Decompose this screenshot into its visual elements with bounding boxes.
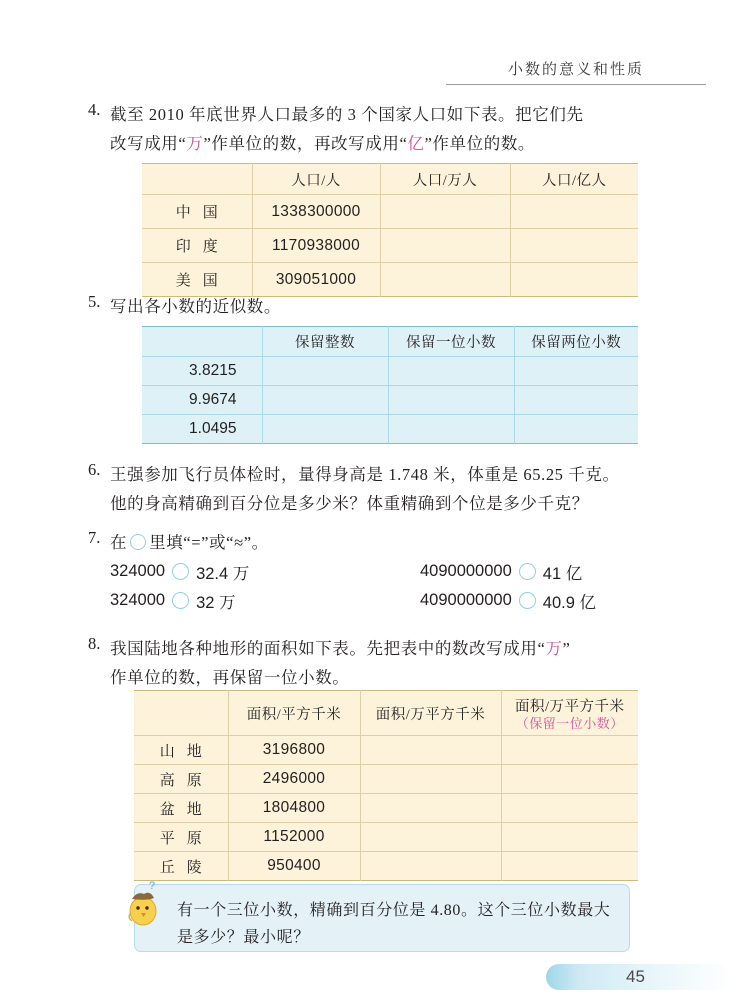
- problem-8-line1-pre: 我国陆地各种地形的面积如下表。先把表中的数改写成用“: [110, 639, 546, 658]
- problem-7: [0, 528, 740, 557]
- terrain-header-wan-sqkm-rounded: [501, 691, 638, 736]
- terrain-row-2-col4-blank[interactable]: [501, 765, 638, 794]
- population-header-wan: 人口/万人: [380, 164, 510, 195]
- table-row: [142, 229, 638, 263]
- population-table: [142, 163, 638, 297]
- terrain-row-5-col4-blank[interactable]: [501, 852, 638, 881]
- table-row: [142, 357, 638, 386]
- fill-in-row-3-left-value: 4090000000: [420, 562, 512, 580]
- table-row: [134, 823, 638, 852]
- fill-in-row-4: [420, 586, 730, 615]
- problem-8-accent-wan: 万: [545, 639, 563, 658]
- terrain-row-4-col3-blank[interactable]: [360, 823, 501, 852]
- circle-icon[interactable]: [519, 563, 536, 580]
- callout-line-2: 是多少？最小呢？: [177, 929, 310, 946]
- problem-7-number: 7.: [88, 528, 101, 547]
- terrain-row-4-value: 1152000: [228, 823, 360, 852]
- circle-icon[interactable]: [519, 592, 536, 609]
- problem-7-line-1: [110, 528, 740, 557]
- population-row-2-value: 1170938000: [252, 229, 380, 263]
- circle-icon[interactable]: [172, 592, 189, 609]
- fill-in-row-1-right-value: 32.4 万: [196, 564, 250, 583]
- fill-in-row-2: [110, 586, 420, 615]
- fill-in-row-3-right-value: 41 亿: [542, 564, 583, 583]
- problem-5-number: 5.: [88, 292, 101, 311]
- problem-8-line-1: [110, 634, 740, 663]
- terrain-row-1-col3-blank[interactable]: [360, 736, 501, 765]
- population-header-yi: 人口/亿人: [510, 164, 638, 195]
- rounding-row-2-two-blank[interactable]: [514, 386, 638, 415]
- fill-in-blanks-grid: [88, 557, 740, 615]
- problem-4-accent-yi: 亿: [407, 134, 425, 153]
- problem-5: [0, 292, 740, 321]
- fill-in-row-2-left-value: 324000: [110, 591, 166, 609]
- rounding-header-blank: [142, 327, 262, 357]
- problem-6-number: 6.: [88, 460, 101, 479]
- problem-4-line2-mid: ”作单位的数，再改写成用“: [203, 134, 408, 153]
- rounding-row-3-two-blank[interactable]: [514, 415, 638, 444]
- population-row-1-value: 1338300000: [252, 195, 380, 229]
- problem-5-line-1: 写出各小数的近似数。: [110, 297, 281, 316]
- problem-8: [0, 634, 740, 692]
- terrain-row-3-col4-blank[interactable]: [501, 794, 638, 823]
- page-title: 小数的意义和性质: [507, 62, 644, 78]
- population-header-blank: [142, 164, 252, 195]
- fill-in-row-4-left-value: 4090000000: [420, 591, 512, 609]
- table-row: [142, 195, 638, 229]
- thinking-callout-box: [134, 880, 630, 952]
- population-table-header-row: [142, 164, 638, 195]
- problem-4: [0, 100, 740, 158]
- problem-4-line-2: [110, 129, 740, 158]
- terrain-row-5-value: 950400: [228, 852, 360, 881]
- problem-6-line-2: 他的身高精确到百分位是多少米？体重精确到个位是多少千克？: [110, 494, 589, 513]
- problem-4-text: [88, 100, 740, 158]
- terrain-row-3-value: 1804800: [228, 794, 360, 823]
- table-row: [142, 415, 638, 444]
- rounding-table-header-row: [142, 327, 638, 357]
- problem-6-text: [88, 460, 740, 518]
- rounding-row-1-int-blank[interactable]: [262, 357, 388, 386]
- fill-in-row-4-right-value: 40.9 亿: [542, 593, 596, 612]
- terrain-row-4-col4-blank[interactable]: [501, 823, 638, 852]
- rounding-header-two-decimal: 保留两位小数: [514, 327, 638, 357]
- terrain-row-2-label: 高原: [134, 765, 228, 794]
- rounding-row-2-one-blank[interactable]: [388, 386, 514, 415]
- problem-4-number: 4.: [88, 100, 101, 119]
- problem-6: [0, 460, 740, 518]
- population-row-1-yi-blank[interactable]: [510, 195, 638, 229]
- callout-line-1: 有一个三位小数，精确到百分位是 4.80。这个三位小数最大: [177, 902, 611, 919]
- rounding-header-integer: 保留整数: [262, 327, 388, 357]
- rounding-row-3-label: 1.0495: [142, 415, 262, 444]
- table-row: [134, 794, 638, 823]
- problem-7-suffix: 里填“=”或“≈”。: [149, 533, 269, 552]
- rounding-header-one-decimal: 保留一位小数: [388, 327, 514, 357]
- page-number: 45: [626, 967, 645, 986]
- fill-in-row-1: [110, 557, 420, 586]
- terrain-row-3-label: 盆地: [134, 794, 228, 823]
- problem-6-line-1: 王强参加飞行员体检时，量得身高是 1.748 米，体重是 65.25 千克。: [110, 465, 620, 484]
- terrain-row-2-value: 2496000: [228, 765, 360, 794]
- problem-4-accent-wan: 万: [186, 134, 204, 153]
- problem-8-line-2: 作单位的数，再保留一位小数。: [110, 668, 350, 687]
- rounding-row-1-label: 3.8215: [142, 357, 262, 386]
- problem-7-prefix: 在: [110, 533, 128, 552]
- problem-4-line2-post: ”作单位的数。: [424, 134, 536, 153]
- table-row: [134, 736, 638, 765]
- problem-8-text: [88, 634, 740, 692]
- fill-in-row-1-left-value: 324000: [110, 562, 166, 580]
- fill-in-column-right: [420, 557, 730, 615]
- terrain-header-4-sub: （保留一位小数）: [515, 715, 624, 731]
- terrain-header-sqkm: 面积/平方千米: [228, 691, 360, 736]
- terrain-row-4-label: 平原: [134, 823, 228, 852]
- problem-4-line-1: 截至 2010 年底世界人口最多的 3 个国家人口如下表。把它们先: [110, 105, 584, 124]
- fill-in-row-3: [420, 557, 730, 586]
- population-row-1-label: 中国: [142, 195, 252, 229]
- problem-7-text: [88, 528, 740, 557]
- population-row-1-wan-blank[interactable]: [380, 195, 510, 229]
- terrain-row-1-col4-blank[interactable]: [501, 736, 638, 765]
- rounding-table: [142, 326, 638, 444]
- fill-in-column-left: [110, 557, 420, 615]
- rounding-row-1-two-blank[interactable]: [514, 357, 638, 386]
- terrain-row-5-label: 丘陵: [134, 852, 228, 881]
- table-row: [142, 386, 638, 415]
- problem-8-line1-post: ”: [562, 639, 571, 658]
- page-running-head: [446, 58, 706, 85]
- terrain-header-blank: [134, 691, 228, 736]
- terrain-row-2-col3-blank[interactable]: [360, 765, 501, 794]
- terrain-header-4-main: 面积/万平方千米: [514, 698, 625, 715]
- page-number-bar: [546, 964, 732, 990]
- circle-icon[interactable]: [130, 534, 146, 550]
- fill-in-row-2-right-value: 32 万: [196, 593, 236, 612]
- population-row-3-label: 美国: [142, 263, 252, 297]
- circle-icon[interactable]: [172, 563, 189, 580]
- problem-4-line2-pre: 改写成用“: [110, 134, 187, 153]
- rounding-row-1-one-blank[interactable]: [388, 357, 514, 386]
- population-row-2-yi-blank[interactable]: [510, 229, 638, 263]
- problem-8-number: 8.: [88, 634, 101, 653]
- population-row-3-value: 309051000: [252, 263, 380, 297]
- svg-text:?: ?: [149, 880, 156, 892]
- terrain-row-3-col3-blank[interactable]: [360, 794, 501, 823]
- terrain-header-wan-sqkm: 面积/万平方千米: [360, 691, 501, 736]
- rounding-row-2-int-blank[interactable]: [262, 386, 388, 415]
- table-row: [134, 852, 638, 881]
- terrain-row-1-value: 3196800: [228, 736, 360, 765]
- callout-text: [177, 897, 619, 951]
- rounding-row-3-int-blank[interactable]: [262, 415, 388, 444]
- population-row-2-label: 印度: [142, 229, 252, 263]
- population-header-person: 人口/人: [252, 164, 380, 195]
- terrain-table-header-row: [134, 691, 638, 736]
- table-row: [134, 765, 638, 794]
- rounding-row-2-label: 9.9674: [142, 386, 262, 415]
- population-row-2-wan-blank[interactable]: [380, 229, 510, 263]
- chick-mascot-icon: [123, 877, 169, 929]
- header-divider: [446, 84, 706, 85]
- terrain-table: [134, 690, 638, 881]
- terrain-row-1-label: 山地: [134, 736, 228, 765]
- problem-5-text: [88, 292, 740, 321]
- rounding-row-3-one-blank[interactable]: [388, 415, 514, 444]
- terrain-row-5-col3-blank[interactable]: [360, 852, 501, 881]
